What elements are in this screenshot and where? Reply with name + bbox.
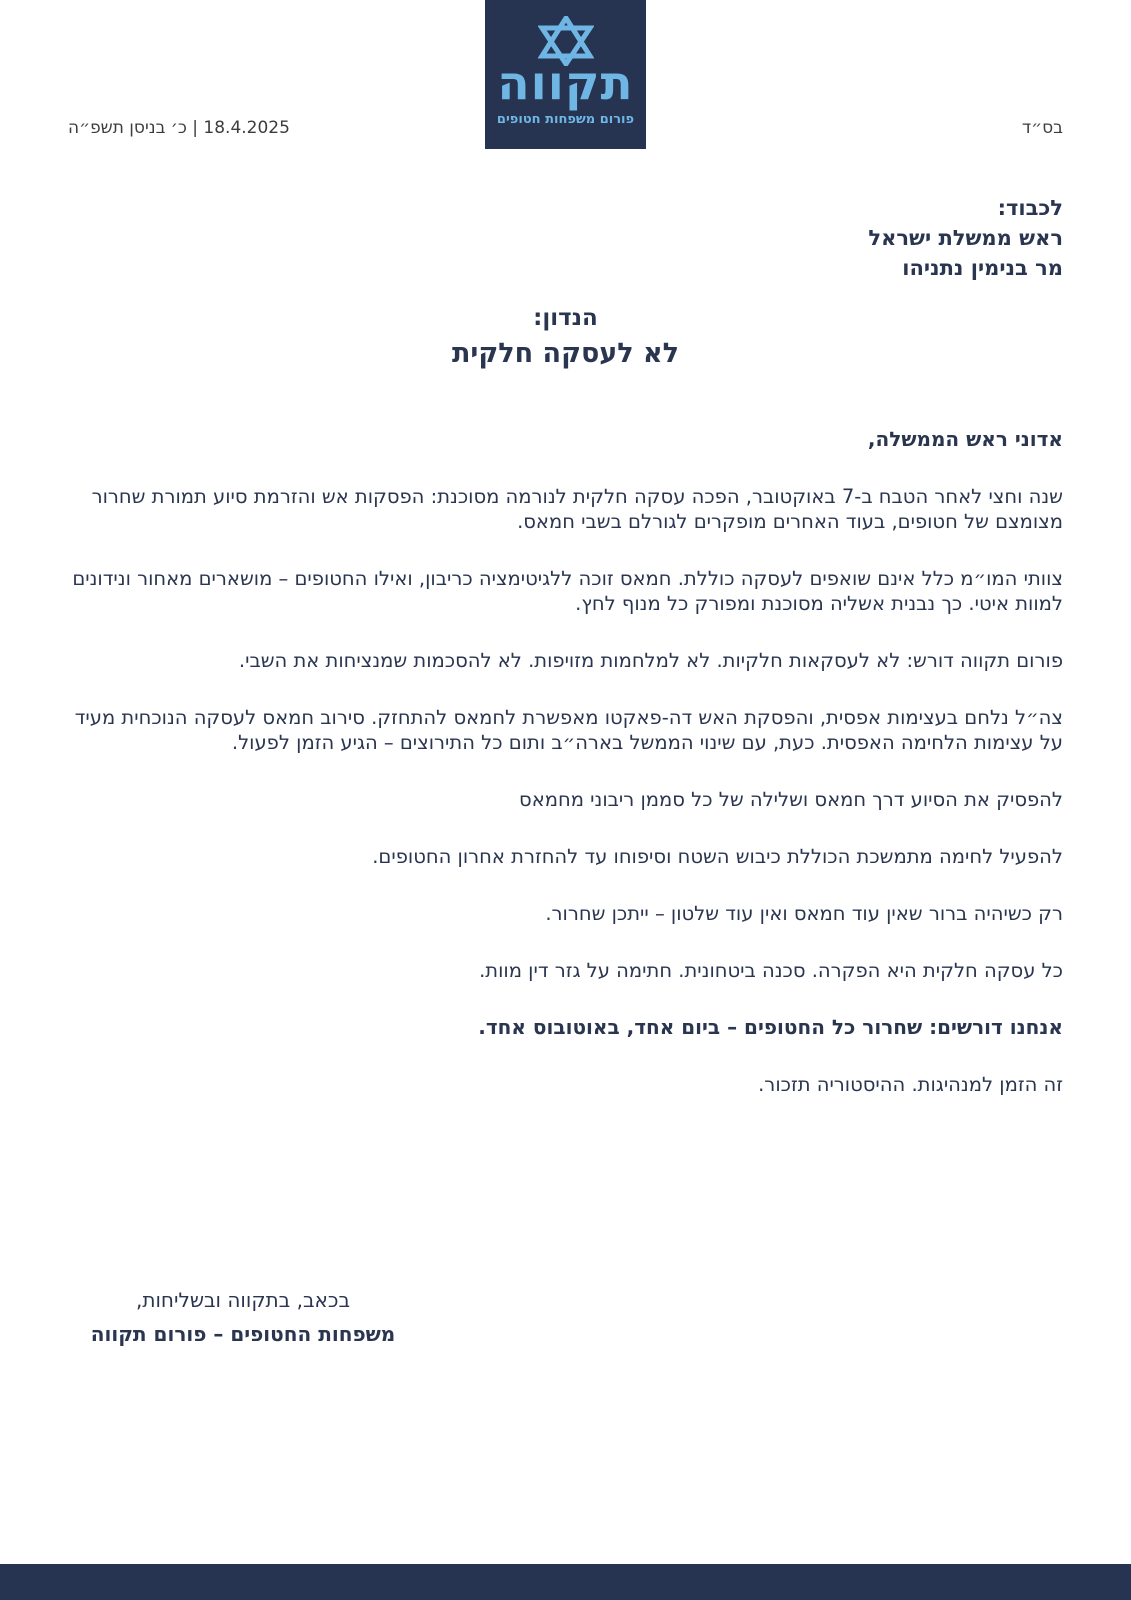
salutation: אדוני ראש הממשלה, <box>867 427 1063 451</box>
paragraph: צה״ל נלחם בעצימות אפסית, והפסקת האש דה-פאקטו מאפשרת לחמאס להתחזק. סירוב חמאס לעסקה הנוכחית מעיד על עצימות הלחימה האפסית. כעת, עם שינוי הממשל בארה״ב ותום כל התירוצים – הגיע הזמן לפעול. <box>74 706 1063 754</box>
address-block <box>868 193 1063 283</box>
logo-wordmark: תקווה <box>497 56 634 111</box>
paragraph: פורום תקווה דורש: לא לעסקאות חלקיות. לא למלחמות מזויפות. לא להסכמות שמנציחות את השבי. <box>238 649 1063 672</box>
paragraph: כל עסקה חלקית היא הפקרה. סכנה ביטחונית. חתימה על גזר דין מוות. <box>479 959 1063 982</box>
date-line: 18.4.2025 | כ׳ בניסן תשפ״ה <box>68 118 290 138</box>
subject-title: לא לעסקה חלקית <box>451 338 680 369</box>
paragraph: להפעיל לחימה מתמשכת הכוללת כיבוש השטח וסיפוחו עד להחזרת אחרון החטופים. <box>372 845 1063 868</box>
paragraph: צוותי המו״מ כלל אינם שואפים לעסקה כוללת. חמאס זוכה ללגיטימציה כריבון, ואילו החטופים – מושארים מאחור ונידונים למוות איטי. כך נבנית אשליה מסוכנת ומפורק כל מנוף לחץ. <box>72 567 1063 615</box>
closing-line: זה הזמן למנהיגות. ההיסטוריה תזכור. <box>758 1073 1063 1096</box>
address-line-1: ראש ממשלת ישראל <box>868 226 1063 250</box>
signoff-line: בכאב, בתקווה ובשליחות, <box>135 1288 351 1312</box>
address-line-2: מר בנימין נתניהו <box>902 256 1063 280</box>
logo-block <box>485 0 646 149</box>
paragraph: להפסיק את הסיוע דרך חמאס ושלילה של כל סממן ריבוני מחמאס <box>519 788 1063 811</box>
address-to: לכבוד: <box>997 196 1063 220</box>
footer-bar <box>0 1564 1131 1600</box>
bsd-mark: בס״ד <box>1021 118 1063 138</box>
subject-block <box>0 302 1131 374</box>
subject-label: הנדון: <box>533 305 598 331</box>
paragraph: שנה וחצי לאחר הטבח ב-7 באוקטובר, הפכה עסקה חלקית לנורמה מסוכנת: הפסקות אש והזרמת סיוע תמורת שחרור מצומצם של חטופים, בעוד האחרים מופקרים לגורלם בשבי חמאס. <box>91 485 1063 533</box>
signoff-block <box>68 1286 418 1354</box>
logo-subtitle: פורום משפחות חטופים <box>496 112 635 127</box>
letter-body <box>68 427 1063 1129</box>
demand-line: אנחנו דורשים: שחרור כל החטופים – ביום אחד, באוטובוס אחד. <box>478 1015 1063 1039</box>
paragraph: רק כשיהיה ברור שאין עוד חמאס ואין עוד שלטון – ייתכן שחרור. <box>545 902 1063 925</box>
signoff-name: משפחות החטופים – פורום תקווה <box>90 1322 396 1346</box>
